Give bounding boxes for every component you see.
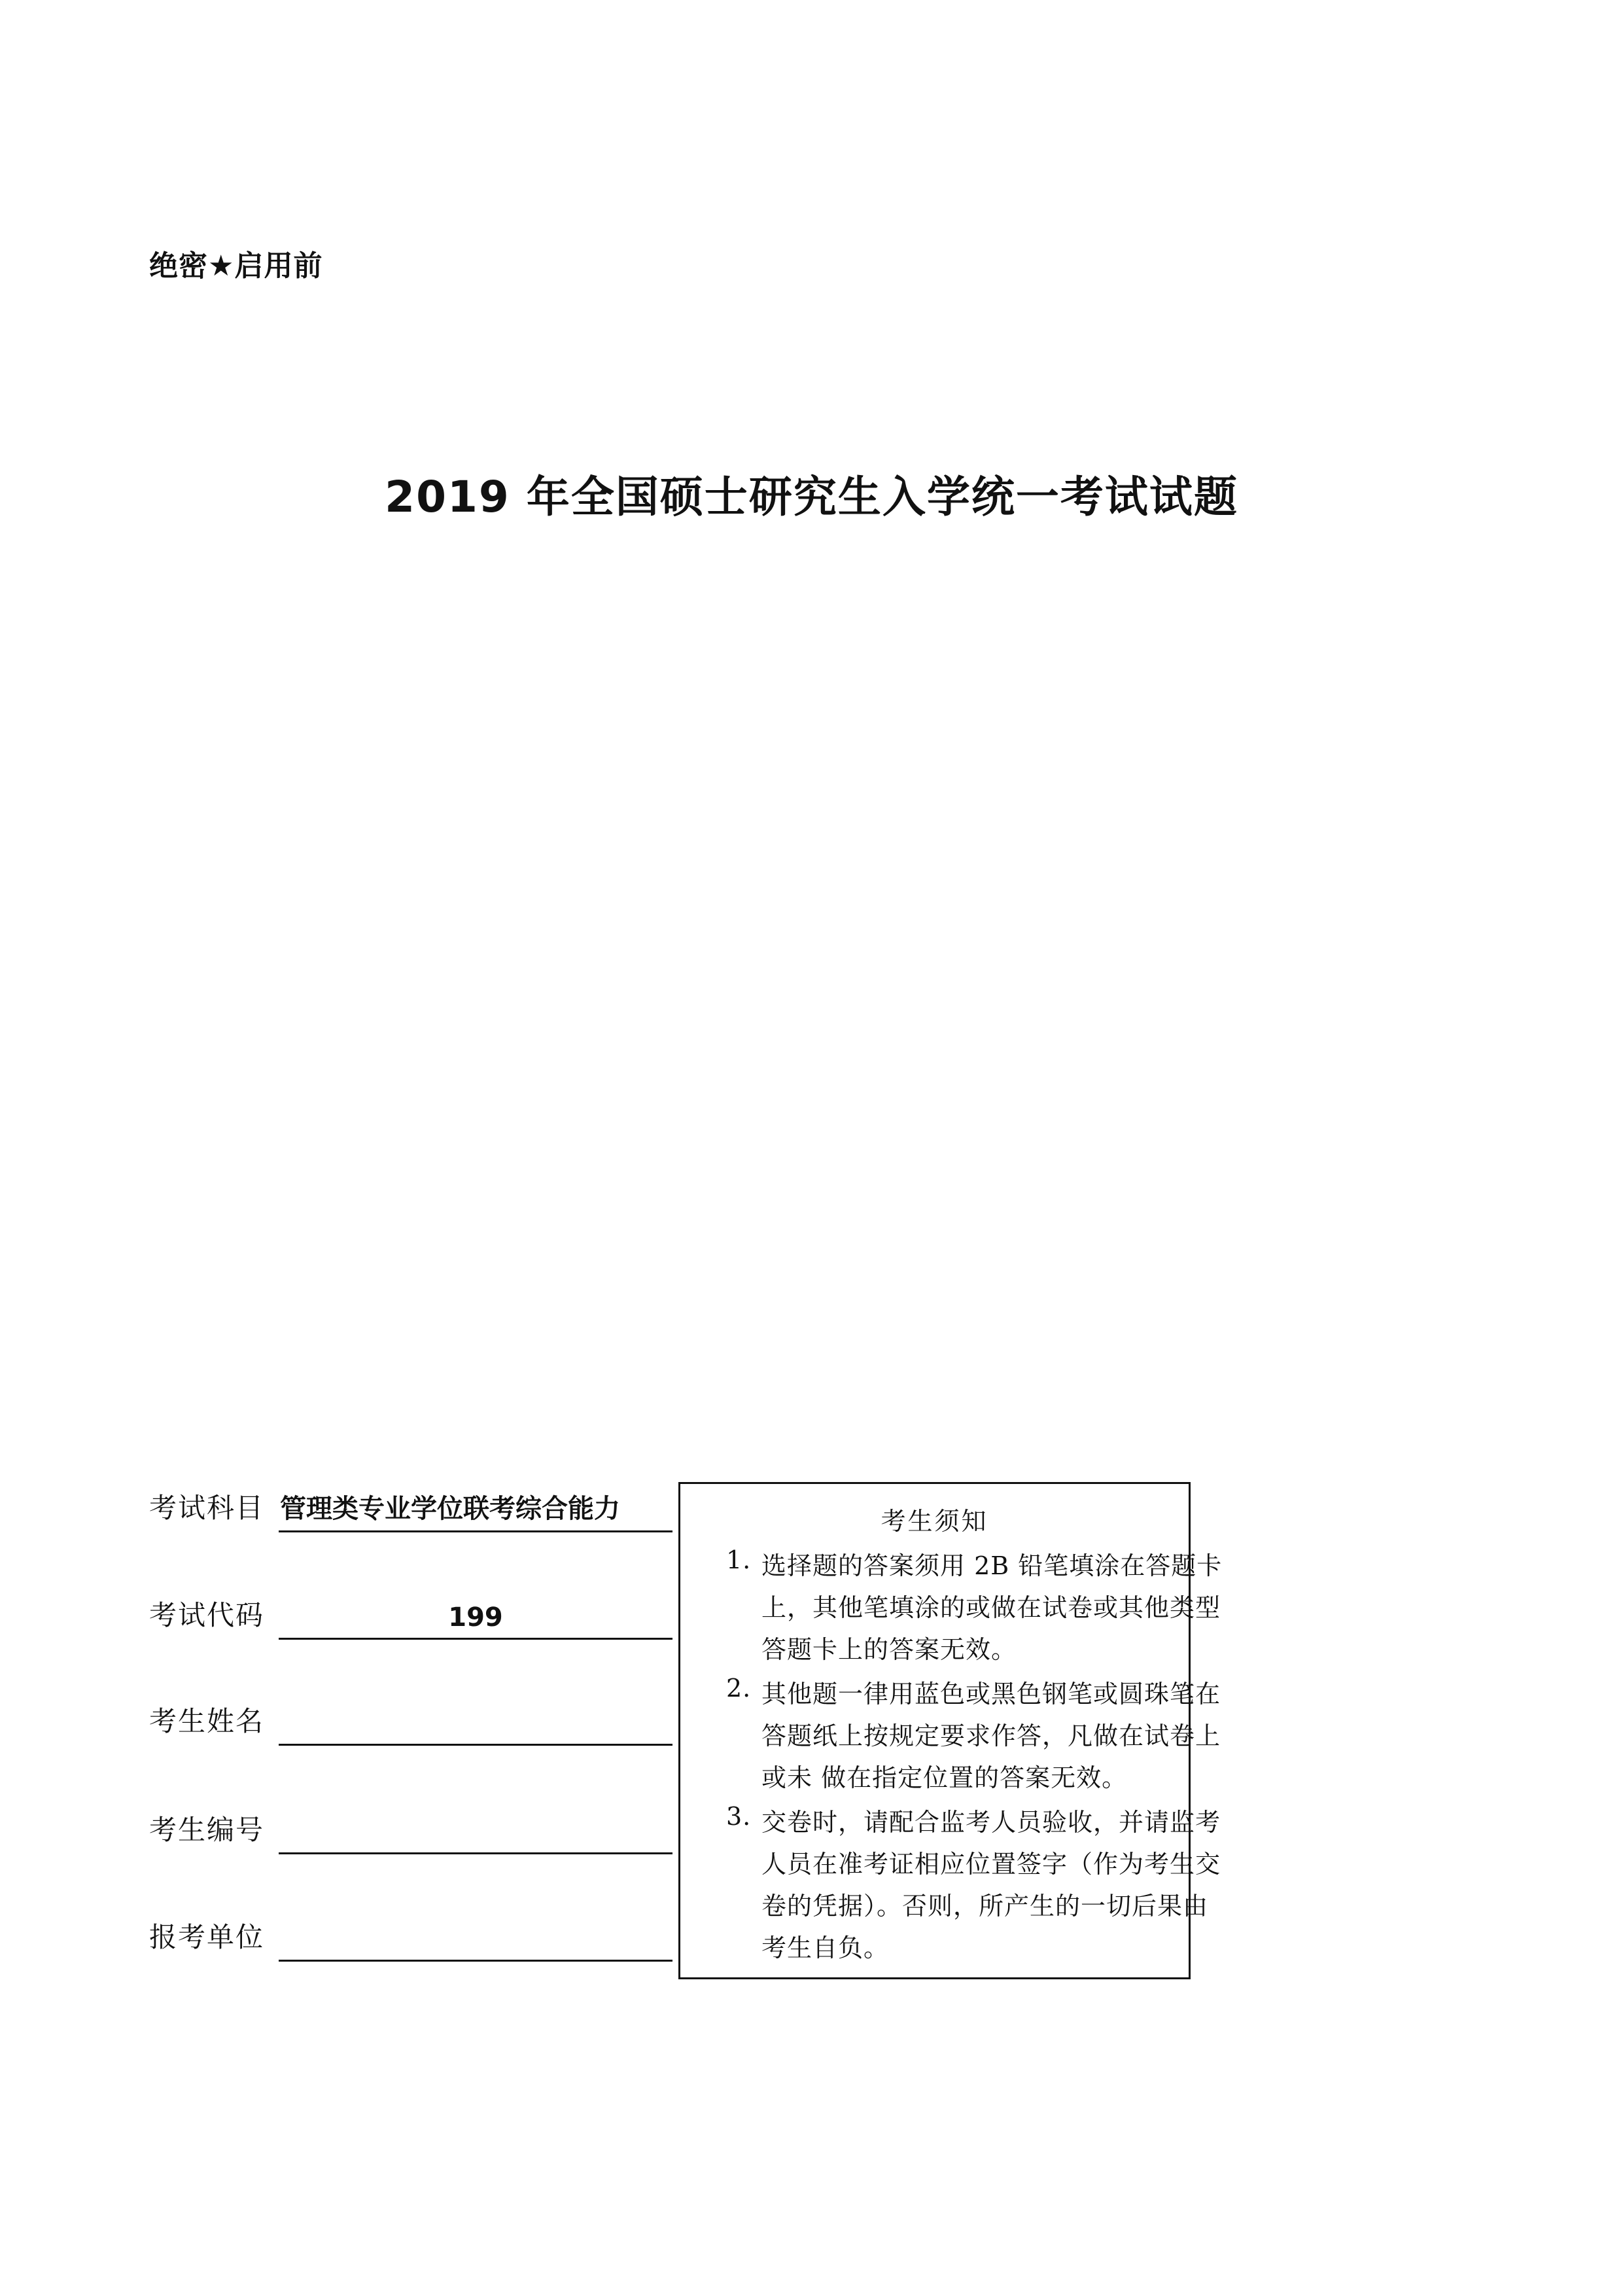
field-row-unit bbox=[149, 1916, 672, 1962]
notice-item-number: 3. bbox=[726, 1802, 752, 1831]
field-line-code[interactable] bbox=[279, 1596, 672, 1640]
field-value-subject: 管理类专业学位联考综合能力 bbox=[280, 1494, 620, 1524]
field-row-subject bbox=[149, 1487, 672, 1532]
notice-item-line: 选择题的答案须用 2B 铅笔填涂在答题卡 bbox=[761, 1551, 1223, 1580]
field-line-subject[interactable] bbox=[279, 1489, 672, 1532]
notice-item-line: 考生自负。 bbox=[761, 1934, 890, 1962]
notice-item-line: 其他题一律用蓝色或黑色钢笔或圆珠笔在 bbox=[761, 1680, 1221, 1708]
notice-item-number: 2. bbox=[726, 1674, 752, 1703]
field-label-name: 考生姓名 bbox=[149, 1705, 265, 1737]
exam-title: 2019 年全国硕士研究生入学统一考试试题 bbox=[385, 472, 1238, 522]
field-row-name bbox=[149, 1700, 672, 1746]
notice-item-line: 答题纸上按规定要求作答，凡做在试卷上 bbox=[761, 1722, 1221, 1750]
notice-item-line: 或未 做在指定位置的答案无效。 bbox=[761, 1763, 1128, 1792]
secret-mark: 绝密★启用前 bbox=[149, 249, 323, 283]
notice-item-line: 上，其他笔填涂的或做在试卷或其他类型 bbox=[761, 1593, 1221, 1622]
field-line-number[interactable] bbox=[279, 1810, 672, 1854]
field-label-code: 考试代码 bbox=[149, 1599, 265, 1631]
notice-title: 考生须知 bbox=[881, 1507, 988, 1536]
field-row-code bbox=[149, 1594, 672, 1640]
notice-item-line: 交卷时，请配合监考人员验收，并请监考 bbox=[761, 1808, 1221, 1837]
notice-item-number: 1. bbox=[726, 1545, 752, 1574]
candidate-notice-box bbox=[678, 1482, 1223, 1979]
field-label-unit: 报考单位 bbox=[149, 1921, 265, 1953]
field-label-number: 考生编号 bbox=[149, 1814, 265, 1846]
field-label-subject: 考试科目 bbox=[149, 1492, 265, 1524]
notice-item-line: 答题卡上的答案无效。 bbox=[761, 1635, 1017, 1664]
notice-item-line: 卷的凭据）。否则，所产生的一切后果由 bbox=[761, 1892, 1209, 1920]
field-line-name[interactable] bbox=[279, 1702, 672, 1746]
field-value-code: 199 bbox=[448, 1602, 503, 1633]
field-row-number bbox=[149, 1809, 672, 1854]
notice-item-line: 人员在准考证相应位置签字（作为考生交 bbox=[761, 1850, 1221, 1879]
field-line-unit[interactable] bbox=[279, 1918, 672, 1962]
